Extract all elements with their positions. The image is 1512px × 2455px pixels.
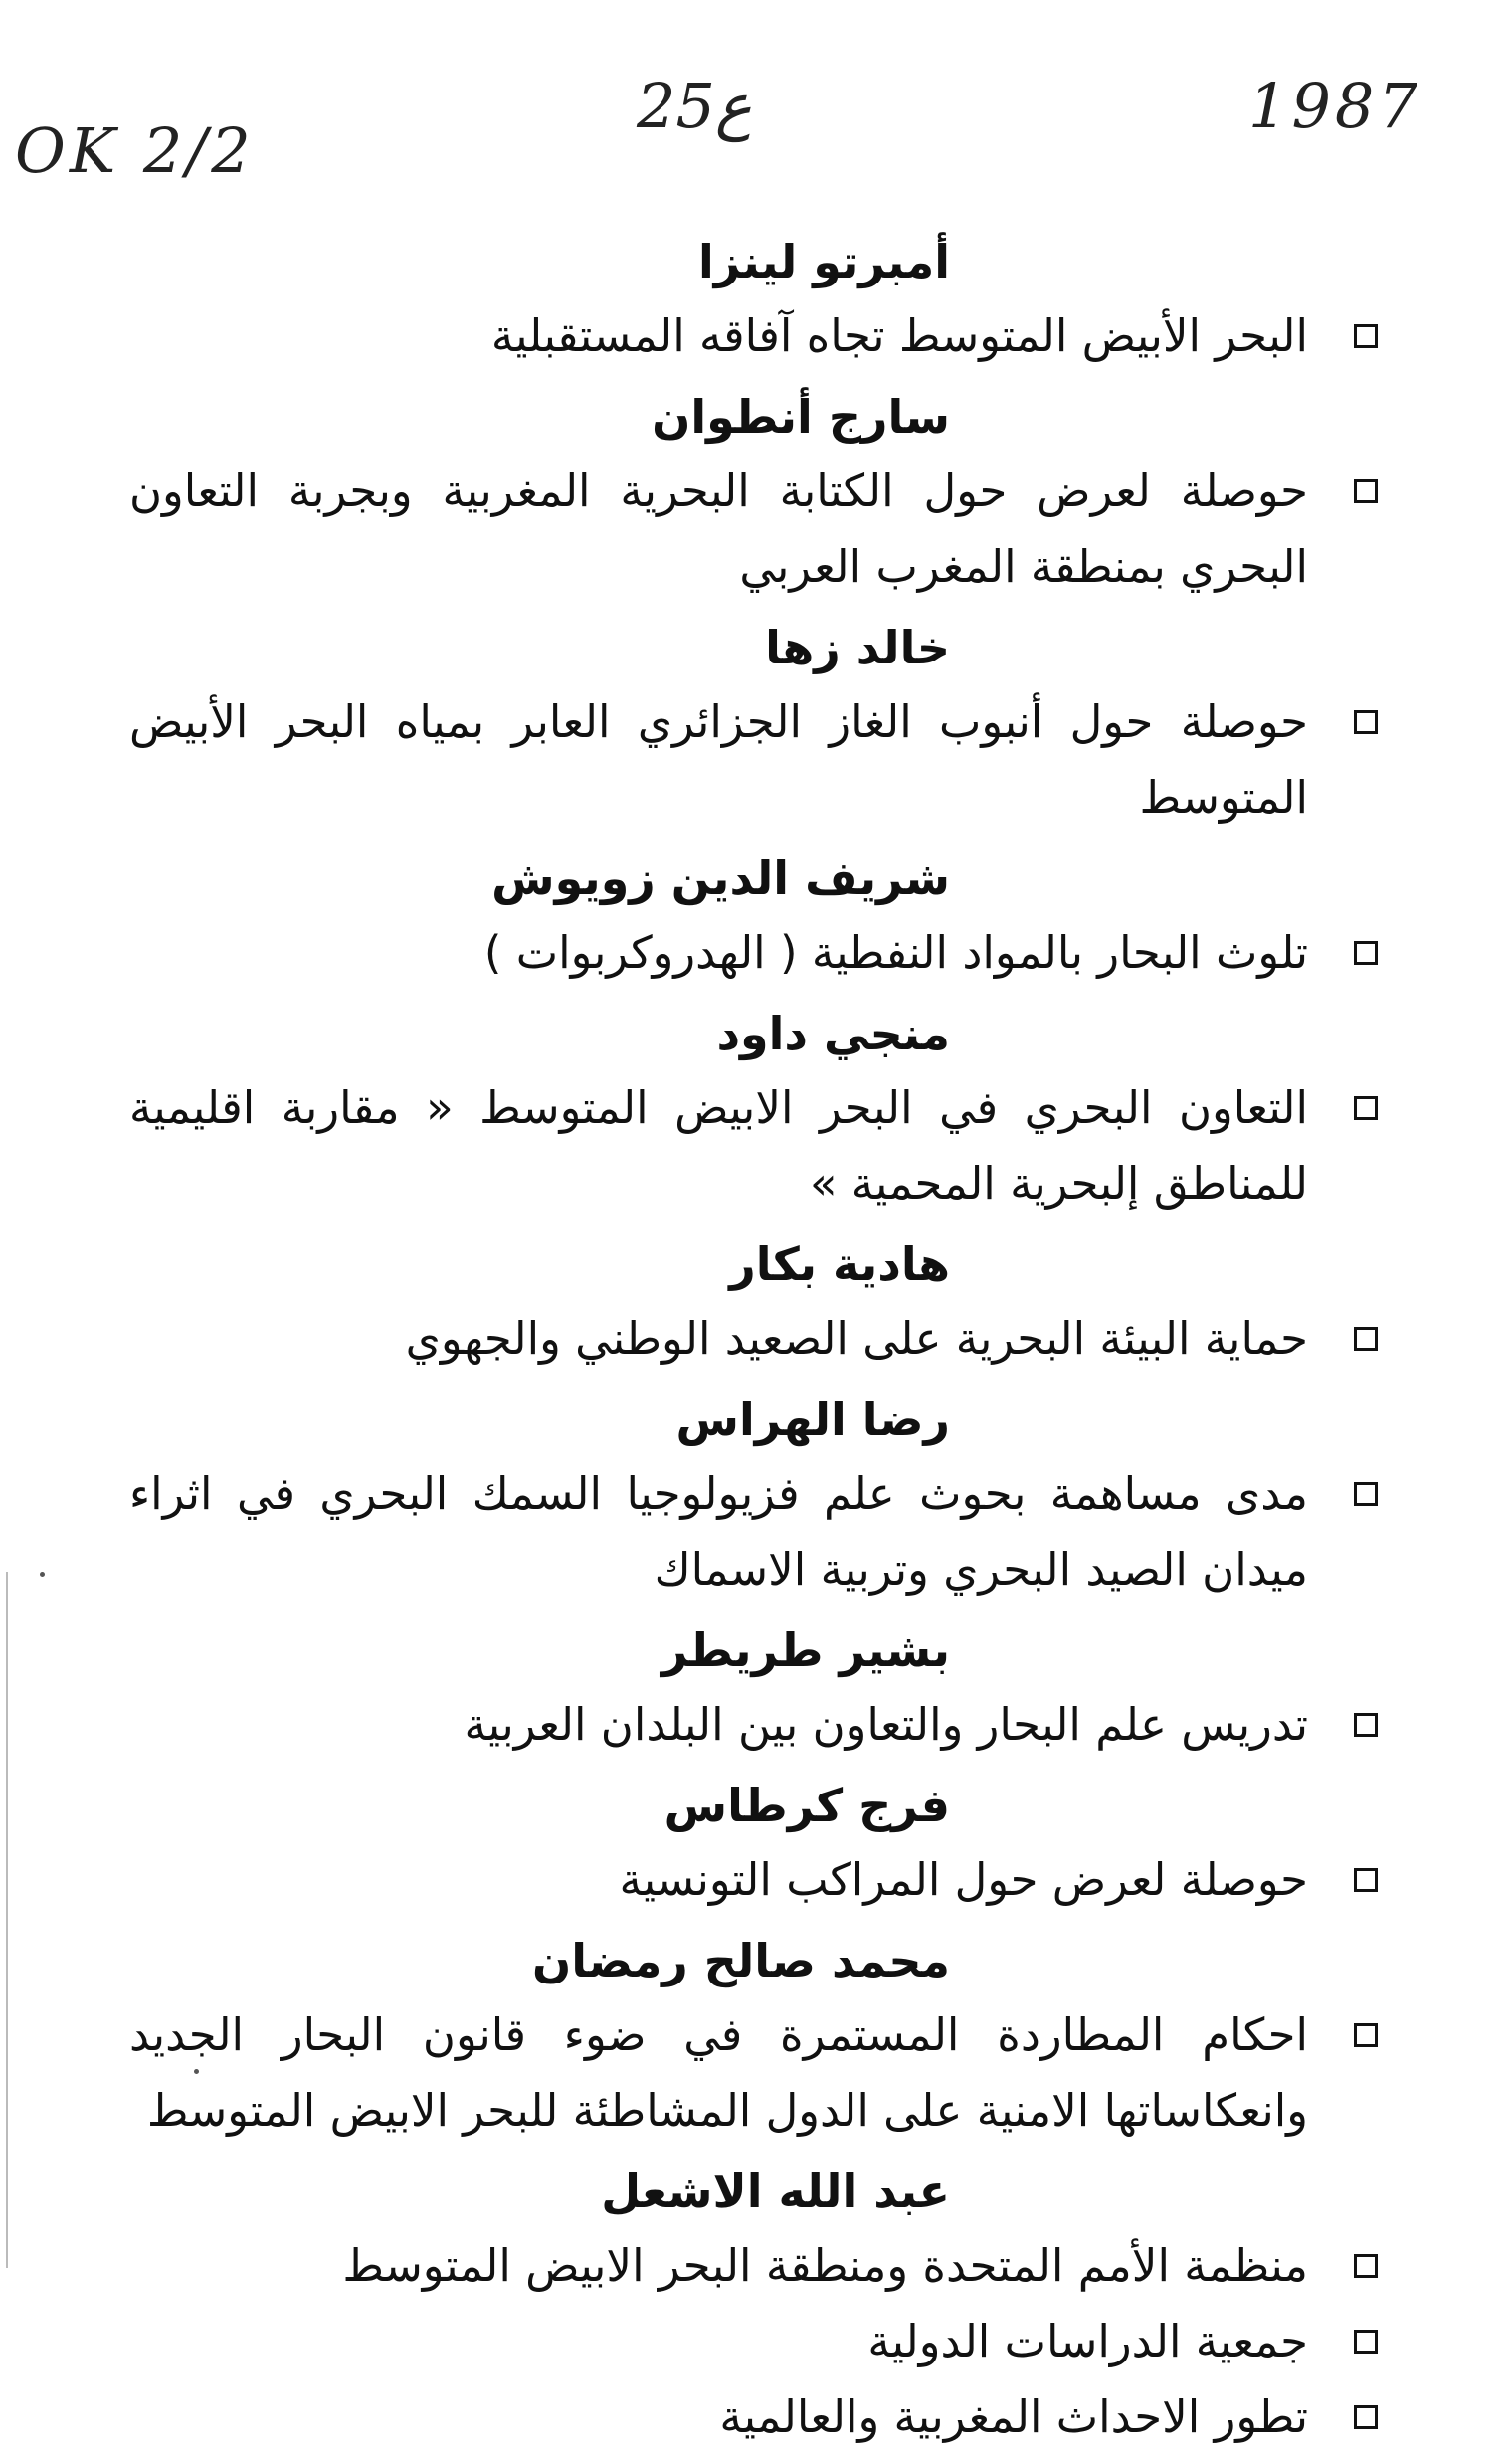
list-item [129,298,1378,374]
title-text: حوصلة لعرض حول الكتابة البحرية المغربية وبجربة التعاون البحري بمنطقة المغرب العربي [129,465,1308,593]
list-item [129,1456,1378,1607]
checkbox-icon [1354,1096,1378,1120]
checkbox-icon [1354,1713,1378,1737]
checkbox-icon [1354,1868,1378,1892]
section [129,1383,1378,1607]
list-item [129,454,1378,605]
section [129,1613,1378,1763]
author-name: محمد صالح رمضان [531,1934,950,1987]
title-text: احكام المطاردة المستمرة في ضوء قانون البحار الجديد وانعكاساتها الامنية على الدول المشاطئة للبحر الابيض المتوسط [129,2008,1308,2137]
list-item [129,684,1378,836]
title-text: تدريس علم البحار والتعاون بين البلدان العربية [464,1698,1308,1751]
title-text: حوصلة حول أنبوب الغاز الجزائري العابر بمياه البحر الأبيض المتوسط [129,695,1308,824]
list-item [129,1997,1378,2149]
section [129,997,1378,1222]
title-text: جمعية الدراسات الدولية [867,2315,1308,2367]
checkbox-icon [1354,479,1378,503]
section [129,842,1378,991]
author-name: هادية بكار [729,1237,950,1291]
checkbox-icon [1354,710,1378,734]
checkbox-icon [1354,941,1378,965]
handwritten-annotation-left: OK 2/2 [15,114,255,187]
title-text: حوصلة لعرض حول المراكب التونسية [619,1853,1308,1906]
section [129,225,1378,374]
checkbox-icon [1354,2405,1378,2429]
title-text: مدى مساهمة بحوث علم فزيولوجيا السمك البحري في اثراء ميدان الصيد البحري وتربية الاسماك [129,1467,1308,1596]
list-item [129,1070,1378,1222]
checkbox-icon [1354,1327,1378,1351]
section [129,1228,1378,1377]
checkbox-icon [1354,2023,1378,2047]
list-item [129,1301,1378,1377]
section [129,1769,1378,1918]
checkbox-icon [1354,1482,1378,1506]
author-name: عبد الله الاشعل [601,2165,950,2218]
title-text: البحر الأبيض المتوسط تجاه آفاقه المستقبلية [490,309,1308,362]
checkbox-icon [1354,324,1378,348]
author-name: شريف الدين زويوش [491,851,950,905]
list-item [129,915,1378,991]
checkbox-icon [1354,2330,1378,2354]
author-name: فرج كرطاس [663,1779,950,1832]
author-name: أمبرتو لينزا [698,235,950,288]
section [129,380,1378,605]
title-text: تطور الاحداث المغربية والعالمية [719,2390,1308,2443]
checkbox-icon [1354,2254,1378,2278]
title-text: منظمة الأمم المتحدة ومنطقة البحر الابيض المتوسط [342,2239,1308,2292]
author-name: سارج أنطوان [652,390,950,444]
title-text: حماية البيئة البحرية على الصعيد الوطني والجهوي [405,1312,1308,1365]
section [129,611,1378,836]
list-item [129,2228,1378,2304]
bibliography-list [129,219,1378,2455]
title-text: تلوث البحار بالمواد النفطية ( الهدروكربوات ) [483,926,1308,979]
author-name: خالد زها [765,621,950,674]
scan-speck [40,1572,45,1577]
list-item [129,2379,1378,2455]
author-name: رضا الهراس [675,1393,950,1446]
section [129,2155,1378,2455]
section [129,1924,1378,2149]
title-text: التعاون البحري في البحر الابيض المتوسط « مقاربة اقليمية للمناطق إلبحرية المحمية » [129,1081,1308,1210]
handwritten-annotation-middle: 25ع [637,70,752,142]
scan-edge-line [6,1572,8,2268]
author-name: منجي داود [716,1007,950,1060]
handwritten-year: 1987 [1248,70,1421,142]
list-item [129,2304,1378,2379]
list-item [129,1687,1378,1763]
author-name: بشير طريطر [661,1623,950,1677]
list-item [129,1842,1378,1918]
